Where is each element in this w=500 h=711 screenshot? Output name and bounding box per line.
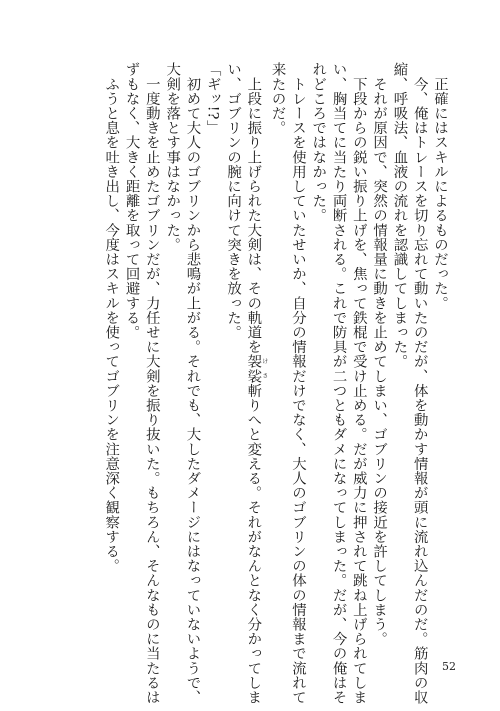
text-line: 来たのだ。 [269, 62, 286, 135]
dialogue-line: 「ギッ!?」 [204, 62, 221, 135]
text-line: トレースを使用していたせいか、自分の情報だけでなく、大人のゴブリンの体の情報まで流れて [289, 76, 306, 705]
text-line-with-ruby [243, 62, 268, 705]
text-line: それが原因で、突然の情報量に動きを止めてしまい、ゴブリンの接近を許してしまう。 [371, 76, 388, 647]
text-line: 今、俺はトレースを切り忘れて動いたのだが、体を動かす情報が頭に流れ込んだのだ。筋肉の収 [411, 76, 428, 705]
text-segment: 上段に振り上げられた大剣は、その軌道を [245, 76, 262, 355]
text-line: 一度動きを止めたゴブリンだが、力任せに大剣を振り抜いた。もちろん、そんなものに当たるは [143, 76, 160, 705]
ruby-annotation [245, 354, 268, 384]
text-line: 下段からの鋭い振り上げを、焦って鉄棍で受け止める。だが威力に押されて跳ね上げられてしま [350, 76, 367, 705]
text-line: 初めて大人のゴブリンから悲鳴が上がる。それでも、大したダメージにはなっていないようで、 [184, 76, 201, 705]
text-line: 正確にはスキルによるものだった。 [432, 76, 448, 311]
text-line: い、胸当てに当たり両断される。これで防具が二つともダメになってしまった。だが、今の俺はそ [330, 62, 347, 705]
text-line: ずもなく、大きく距離を取って回避する。 [123, 62, 140, 340]
text-line: 大剣を落とす事はなかった。 [164, 62, 181, 252]
text-line: い、ゴブリンの腕に向けて突きを放った。 [225, 62, 242, 340]
ruby-reading: けさ [260, 354, 268, 384]
text-line: ふうと息を吐き出し、今度はスキルを使ってゴブリンを注意深く観察する。 [103, 76, 120, 574]
text-segment: 斬りへと変える。それがなんとなく分かってしま [245, 383, 262, 705]
text-line: れどころではなかった。 [310, 62, 327, 223]
page-number: 52 [442, 660, 456, 673]
ruby-base: 袈裟 [245, 354, 262, 384]
text-line: 縮、呼吸法、血液の流れを認識してしまった。 [391, 62, 408, 369]
